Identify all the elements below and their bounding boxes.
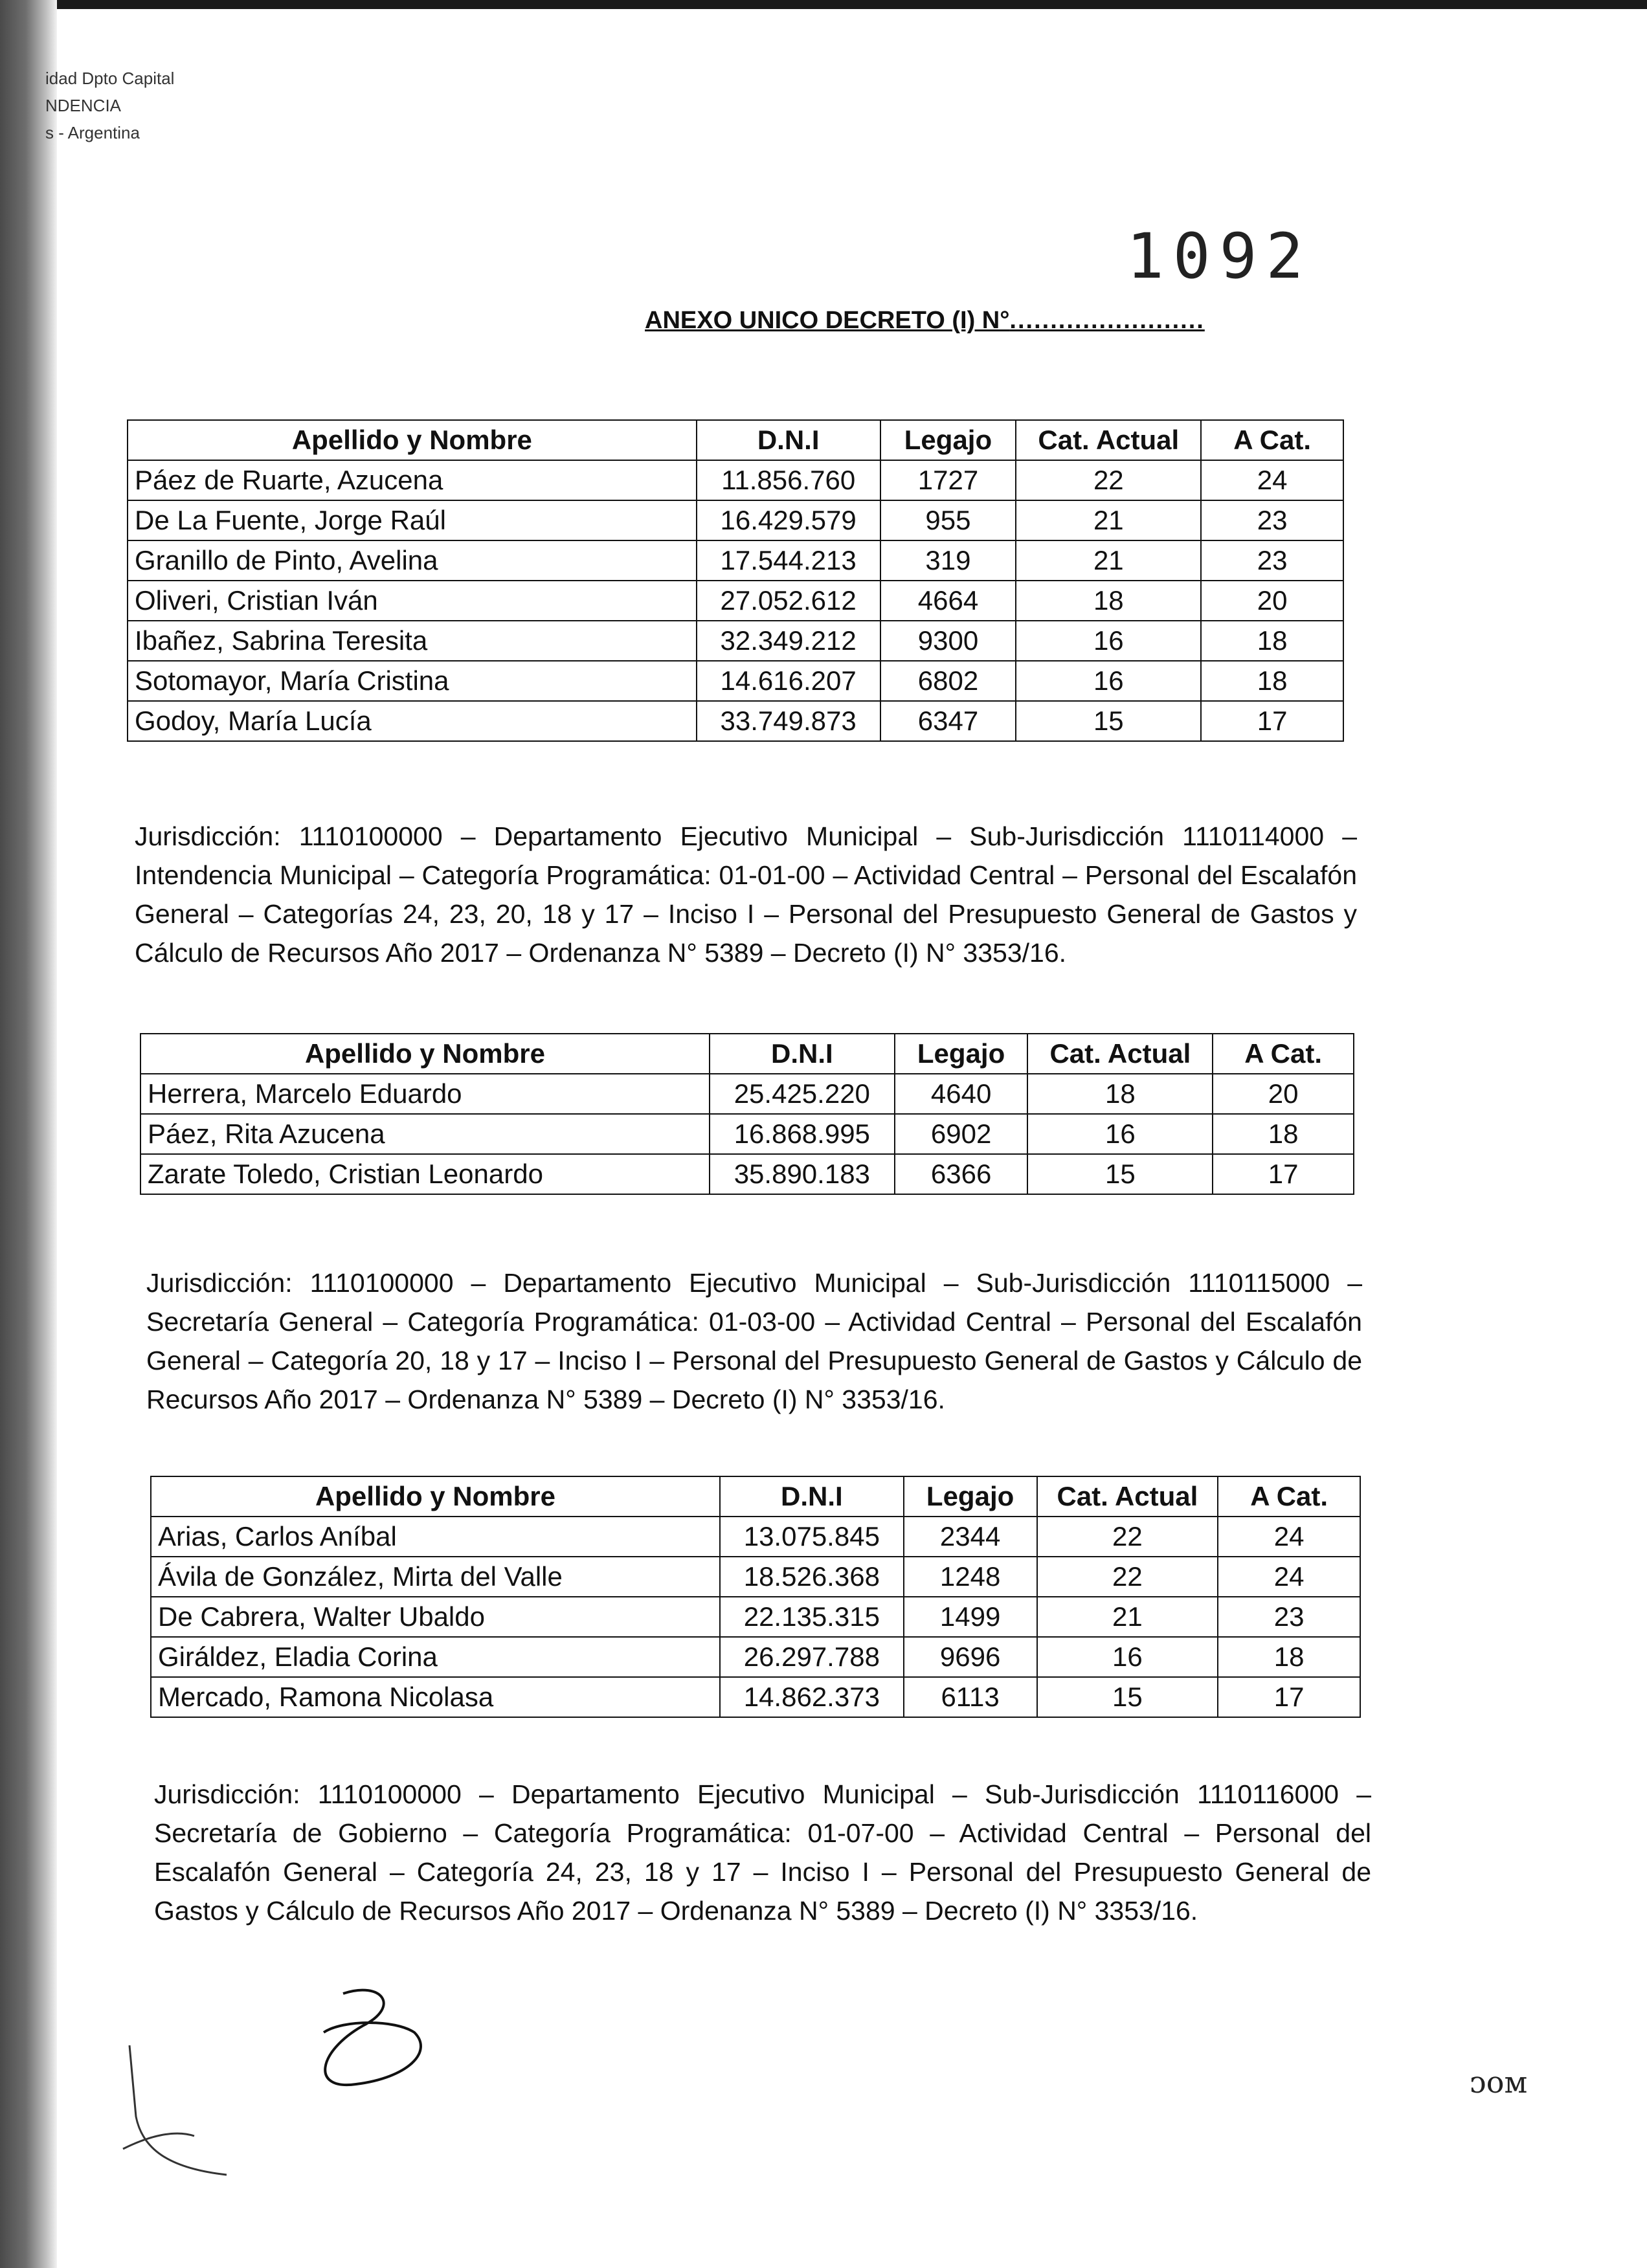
- cell-dni: 16.429.579: [697, 500, 880, 540]
- cell-dni: 16.868.995: [710, 1114, 895, 1154]
- cell-legajo: 6902: [895, 1114, 1028, 1154]
- cell-name: Godoy, María Lucía: [128, 701, 697, 741]
- cell-cat-actual: 15: [1027, 1154, 1213, 1194]
- jurisdiction-paragraph-2: Jurisdicción: 1110100000 – Departamento Ejecutivo Municipal – Sub-Jurisdicción 1110115000 – Secretaría General – Categoría Programática: 01-03-00 – Actividad Central – Personal del Escalafón General – Categoría 20, 18 y 17 – Inciso I – Personal del Presupuesto General de Gastos y Cálculo de Recursos Año 2017 – Ordenanza N° 5389 – Decreto (I) N° 3353/16.: [146, 1268, 1362, 1414]
- institution-stamp: [45, 65, 227, 146]
- header-dni: D.N.I: [710, 1034, 895, 1074]
- cell-name: Sotomayor, María Cristina: [128, 661, 697, 701]
- cell-name: Zarate Toledo, Cristian Leonardo: [140, 1154, 710, 1194]
- header-cat-actual: Cat. Actual: [1037, 1476, 1218, 1517]
- cell-dni: 33.749.873: [697, 701, 880, 741]
- cell-name: De Cabrera, Walter Ubaldo: [151, 1597, 720, 1637]
- table-row: [128, 540, 1343, 581]
- title-text: ANEXO UNICO DECRETO (I) N°: [645, 307, 1010, 334]
- header-legajo: Legajo: [904, 1476, 1037, 1517]
- cell-a-cat: 17: [1218, 1677, 1360, 1717]
- stamp-line-1: idad Dpto Capital: [45, 69, 175, 88]
- cell-legajo: 6366: [895, 1154, 1028, 1194]
- table-row: [151, 1517, 1360, 1557]
- cell-a-cat: 20: [1213, 1074, 1354, 1114]
- cell-cat-actual: 21: [1016, 500, 1201, 540]
- margin-handwritten-mark: ᴐoᴍ: [1470, 2065, 1528, 2100]
- table-row: [128, 500, 1343, 540]
- cell-legajo: 6802: [880, 661, 1016, 701]
- cell-a-cat: 18: [1213, 1114, 1354, 1154]
- cell-a-cat: 24: [1218, 1557, 1360, 1597]
- cell-legajo: 4640: [895, 1074, 1028, 1114]
- table-row: [151, 1637, 1360, 1677]
- cell-legajo: 319: [880, 540, 1016, 581]
- cell-cat-actual: 15: [1016, 701, 1201, 741]
- table-row: [128, 661, 1343, 701]
- header-dni: D.N.I: [720, 1476, 904, 1517]
- cell-dni: 11.856.760: [697, 460, 880, 500]
- header-name: Apellido y Nombre: [151, 1476, 720, 1517]
- header-a-cat: A Cat.: [1218, 1476, 1360, 1517]
- cell-cat-actual: 18: [1027, 1074, 1213, 1114]
- handwritten-initials: [304, 1981, 473, 2097]
- cell-dni: 18.526.368: [720, 1557, 904, 1597]
- cell-cat-actual: 22: [1037, 1517, 1218, 1557]
- header-dni: D.N.I: [697, 420, 880, 460]
- cell-name: Herrera, Marcelo Eduardo: [140, 1074, 710, 1114]
- table-row: [151, 1677, 1360, 1717]
- cell-a-cat: 24: [1218, 1517, 1360, 1557]
- cell-cat-actual: 18: [1016, 581, 1201, 621]
- header-name: Apellido y Nombre: [140, 1034, 710, 1074]
- header-cat-actual: Cat. Actual: [1027, 1034, 1213, 1074]
- staff-table-1: [127, 419, 1344, 742]
- cell-dni: 17.544.213: [697, 540, 880, 581]
- cell-name: Arias, Carlos Aníbal: [151, 1517, 720, 1557]
- table-row: [151, 1557, 1360, 1597]
- header-a-cat: A Cat.: [1201, 420, 1343, 460]
- header-a-cat: A Cat.: [1213, 1034, 1354, 1074]
- cell-name: Páez de Ruarte, Azucena: [128, 460, 697, 500]
- staff-table-2: [140, 1033, 1354, 1195]
- cell-cat-actual: 21: [1016, 540, 1201, 581]
- cell-dni: 14.616.207: [697, 661, 880, 701]
- cell-legajo: 1248: [904, 1557, 1037, 1597]
- cell-legajo: 9300: [880, 621, 1016, 661]
- cell-dni: 25.425.220: [710, 1074, 895, 1114]
- jurisdiction-paragraph-3: Jurisdicción: 1110100000 – Departamento Ejecutivo Municipal – Sub-Jurisdicción 1110116000 – Secretaría de Gobierno – Categoría Programática: 01-07-00 – Actividad Central – Personal del Escalafón General – Categoría 24, 23, 18 y 17 – Inciso I – Personal del Presupuesto General de Gastos y Cálculo de Recursos Año 2017 – Ordenanza N° 5389 – Decreto (I) N° 3353/16.: [154, 1779, 1371, 1926]
- cell-cat-actual: 22: [1037, 1557, 1218, 1597]
- cell-cat-actual: 16: [1016, 661, 1201, 701]
- header-legajo: Legajo: [895, 1034, 1028, 1074]
- cell-dni: 27.052.612: [697, 581, 880, 621]
- cell-a-cat: 23: [1201, 540, 1343, 581]
- cell-dni: 35.890.183: [710, 1154, 895, 1194]
- staff-table-3: [150, 1476, 1361, 1718]
- table-row: [128, 701, 1343, 741]
- cell-a-cat: 17: [1201, 701, 1343, 741]
- table-row: [128, 581, 1343, 621]
- title-dots: ........................: [1009, 307, 1205, 334]
- cell-a-cat: 23: [1218, 1597, 1360, 1637]
- stamp-line-3: s - Argentina: [45, 123, 140, 142]
- cell-cat-actual: 16: [1027, 1114, 1213, 1154]
- table-header-row: [151, 1476, 1360, 1517]
- table-header-row: [140, 1034, 1354, 1074]
- cell-a-cat: 24: [1201, 460, 1343, 500]
- cell-legajo: 955: [880, 500, 1016, 540]
- cell-cat-actual: 15: [1037, 1677, 1218, 1717]
- cell-legajo: 6113: [904, 1677, 1037, 1717]
- header-name: Apellido y Nombre: [128, 420, 697, 460]
- handwritten-decree-number: 1092: [1126, 220, 1313, 293]
- cell-name: Oliveri, Cristian Iván: [128, 581, 697, 621]
- scan-left-shadow: [0, 0, 57, 2268]
- table-row: [140, 1114, 1354, 1154]
- table-header-row: [128, 420, 1343, 460]
- cell-cat-actual: 16: [1016, 621, 1201, 661]
- table-row: [128, 460, 1343, 500]
- cell-dni: 14.862.373: [720, 1677, 904, 1717]
- cell-name: Ávila de González, Mirta del Valle: [151, 1557, 720, 1597]
- cell-cat-actual: 16: [1037, 1637, 1218, 1677]
- table-row: [140, 1074, 1354, 1114]
- cell-name: Granillo de Pinto, Avelina: [128, 540, 697, 581]
- cell-a-cat: 20: [1201, 581, 1343, 621]
- cell-dni: 13.075.845: [720, 1517, 904, 1557]
- cell-name: Ibañez, Sabrina Teresita: [128, 621, 697, 661]
- cell-legajo: 9696: [904, 1637, 1037, 1677]
- cell-name: Giráldez, Eladia Corina: [151, 1637, 720, 1677]
- scan-top-border: [0, 0, 1647, 9]
- cell-legajo: 1727: [880, 460, 1016, 500]
- stamp-line-2: NDENCIA: [45, 96, 122, 115]
- page-title: [645, 307, 1205, 335]
- cell-legajo: 2344: [904, 1517, 1037, 1557]
- cell-legajo: 1499: [904, 1597, 1037, 1637]
- cell-dni: 32.349.212: [697, 621, 880, 661]
- header-legajo: Legajo: [880, 420, 1016, 460]
- cell-a-cat: 17: [1213, 1154, 1354, 1194]
- cell-a-cat: 18: [1218, 1637, 1360, 1677]
- cell-a-cat: 18: [1201, 621, 1343, 661]
- margin-signature-stroke: [110, 2039, 252, 2188]
- cell-cat-actual: 22: [1016, 460, 1201, 500]
- cell-a-cat: 23: [1201, 500, 1343, 540]
- table-row: [128, 621, 1343, 661]
- cell-legajo: 4664: [880, 581, 1016, 621]
- table-row: [140, 1154, 1354, 1194]
- cell-dni: 26.297.788: [720, 1637, 904, 1677]
- cell-a-cat: 18: [1201, 661, 1343, 701]
- cell-cat-actual: 21: [1037, 1597, 1218, 1637]
- cell-legajo: 6347: [880, 701, 1016, 741]
- header-cat-actual: Cat. Actual: [1016, 420, 1201, 460]
- jurisdiction-paragraph-1: Jurisdicción: 1110100000 – Departamento Ejecutivo Municipal – Sub-Jurisdicción 1110114000 – Intendencia Municipal – Categoría Programática: 01-01-00 – Actividad Central – Personal del Escalafón General – Categorías 24, 23, 20, 18 y 17 – Inciso I – Personal del Presupuesto General de Gastos y Cálculo de Recursos Año 2017 – Ordenanza N° 5389 – Decreto (I) N° 3353/16.: [135, 821, 1357, 968]
- cell-dni: 22.135.315: [720, 1597, 904, 1637]
- cell-name: De La Fuente, Jorge Raúl: [128, 500, 697, 540]
- cell-name: Mercado, Ramona Nicolasa: [151, 1677, 720, 1717]
- table-row: [151, 1597, 1360, 1637]
- cell-name: Páez, Rita Azucena: [140, 1114, 710, 1154]
